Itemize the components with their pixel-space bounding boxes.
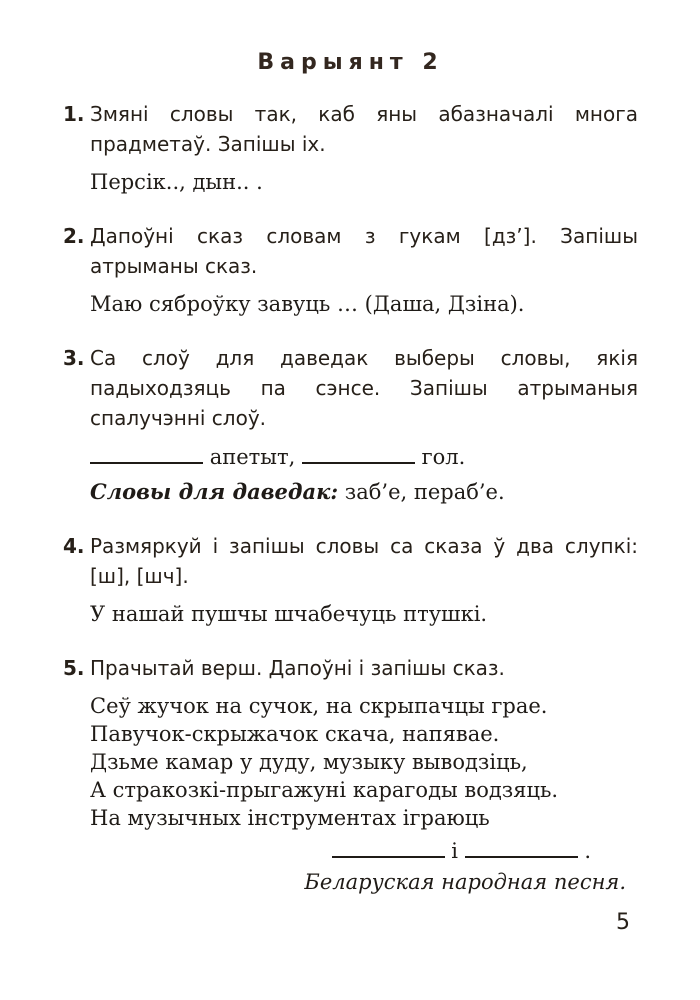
fill-word: гол.	[421, 444, 466, 469]
exercise-2-content: Маю сяброўку завуць … (Даша, Дзіна).	[90, 292, 525, 316]
exercise-1-content: Персік.., дын.. .	[90, 170, 263, 194]
exercise-3-number: 3.	[63, 346, 85, 370]
fill-connector: і	[451, 838, 458, 863]
exercise-3-instruction: Са слоў для даведак выберы словы, якія падыходзяць па сэнсе. Запішы атрыманыя спалучэнні слоў.	[90, 346, 638, 430]
exercise-1	[63, 99, 638, 196]
exercise-4	[63, 531, 638, 628]
poem-line: Павучок-скрыжачок скача, напявае.	[90, 721, 500, 746]
exercise-4-heading	[63, 531, 638, 591]
exercise-2-number: 2.	[63, 224, 85, 248]
exercise-5	[63, 653, 638, 896]
answer-blank	[302, 442, 415, 464]
exercise-4-number: 4.	[63, 533, 85, 558]
poem-line: На музычных інструментах іграюць	[90, 805, 490, 830]
exercise-5-fill-in-line	[63, 836, 638, 866]
poem-line: А стракозкі-прыгажуні карагоды водзяць.	[90, 777, 559, 802]
exercise-5-instruction: Прачытай верш. Дапоўні і запішы сказ.	[90, 655, 505, 680]
answer-blank	[332, 836, 445, 858]
page-number: 5	[616, 910, 630, 935]
poem	[90, 692, 638, 832]
exercise-3-fill-in-line	[90, 442, 638, 471]
exercise-3	[63, 343, 638, 506]
exercise-4-content: У нашай пушчы шчабечуць птушкі.	[90, 601, 488, 626]
exercise-3-heading	[63, 343, 638, 433]
exercise-1-number: 1.	[63, 102, 85, 126]
exercise-3-reference-line	[90, 478, 638, 506]
exercise-2	[63, 221, 638, 318]
exercise-1-heading	[63, 99, 638, 159]
exercise-5-heading	[63, 653, 638, 683]
reference-words: заб’е, пераб’е.	[344, 479, 505, 504]
exercise-1-instruction: Змяні словы так, каб яны абазначалі многа прадметаў. Запішы іх.	[90, 102, 638, 156]
poem-attribution: Беларуская народная песня.	[304, 869, 626, 894]
fill-word: апетыт,	[209, 444, 296, 469]
answer-blank	[465, 836, 578, 858]
exercise-2-heading	[63, 221, 638, 281]
exercise-5-number: 5.	[63, 655, 85, 680]
reference-words-label: Словы для даведак:	[90, 478, 339, 504]
poem-line: Дзьме камар у дуду, музыку выводзіць,	[90, 749, 528, 774]
poem-line: Сеў жучок на сучок, на скрыпачцы грае.	[90, 693, 548, 718]
answer-blank	[90, 442, 203, 464]
exercise-4-instruction: Размяркуй і запішы словы са сказа ў два слупкі: [ш], [шч].	[90, 533, 638, 588]
fill-terminator: .	[584, 838, 591, 863]
page-title: Варыянт 2	[257, 50, 444, 75]
exercise-2-instruction: Дапоўні сказ словам з гукам [дз’]. Запішы атрыманы сказ.	[90, 224, 638, 278]
